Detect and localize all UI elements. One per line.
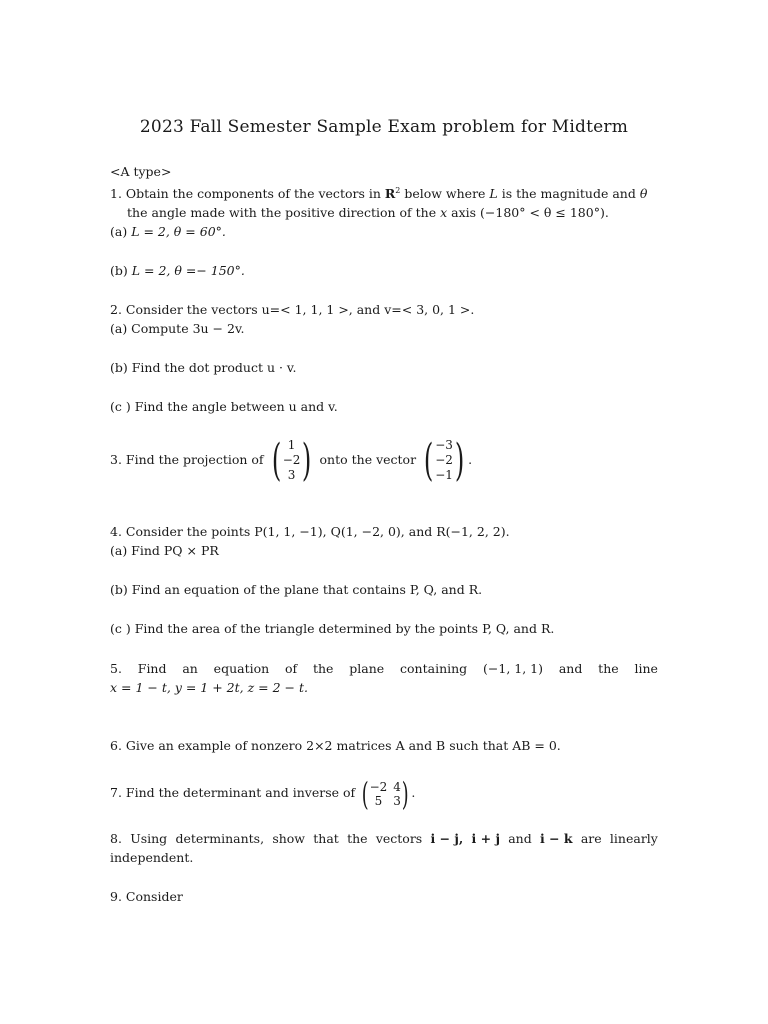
- q8-line2: independent.: [110, 850, 194, 865]
- q2-part-a: (a) Compute 3u − 2v.: [110, 321, 245, 336]
- q3-vector-1: ( 1 −2 3 ): [271, 434, 312, 486]
- q2-part-b: (b) Find the dot product u · v.: [110, 360, 297, 375]
- q4-part-c: (c ) Find the area of the triangle determined by the points P, Q, and R.: [110, 621, 555, 636]
- q2-part-c: (c ) Find the angle between u and v.: [110, 399, 338, 414]
- q3-vector-2: ( −3 −2 −1 ): [423, 434, 465, 486]
- q6-line: 6. Give an example of nonzero 2×2 matrices A and B such that AB = 0.: [110, 738, 561, 753]
- q1-line1: 1. Obtain the components of the vectors in $R^2$ below where L is the magnitude and θ: [110, 185, 648, 201]
- q7-matrix: ( −2 4 5 3 ): [361, 774, 409, 813]
- q4-part-b: (b) Find an equation of the plane that contains P, Q, and R.: [110, 582, 483, 597]
- q3-line: 3. Find the projection of ( 1 −2 3 ) onto the vector ( −3 −2 −1 ) .: [110, 434, 473, 486]
- section-label: <A type>: [110, 164, 172, 179]
- q1-line2: the angle made with the positive direction of the x axis (−180° < θ ≤ 180°).: [127, 205, 609, 220]
- page-title: 2023 Fall Semester Sample Exam problem for Midterm: [139, 117, 629, 137]
- q4-part-a: (a) Find PQ × PR: [110, 543, 219, 558]
- q5-line1: 5. Find an equation of the plane containing (−1, 1, 1) and the line: [110, 661, 658, 676]
- q1-part-b: (b) L = 2, θ =− 150°.: [110, 263, 245, 278]
- q4-line: 4. Consider the points P(1, 1, −1), Q(1, −2, 0), and R(−1, 2, 2).: [110, 524, 510, 539]
- q7-line: 7. Find the determinant and inverse of ( −2 4 5 3 ) .: [110, 774, 416, 813]
- q2-line: 2. Consider the vectors u=< 1, 1, 1 >, and v=< 3, 0, 1 >.: [110, 302, 475, 317]
- q8-line1: 8. Using determinants, show that the vectors i − j, i + j and i − k are linearly: [110, 831, 658, 846]
- q1-part-a: (a) L = 2, θ = 60°.: [110, 224, 226, 239]
- q5-line2: x = 1 − t, y = 1 + 2t, z = 2 − t.: [110, 680, 308, 695]
- q9-line: 9. Consider: [110, 889, 183, 904]
